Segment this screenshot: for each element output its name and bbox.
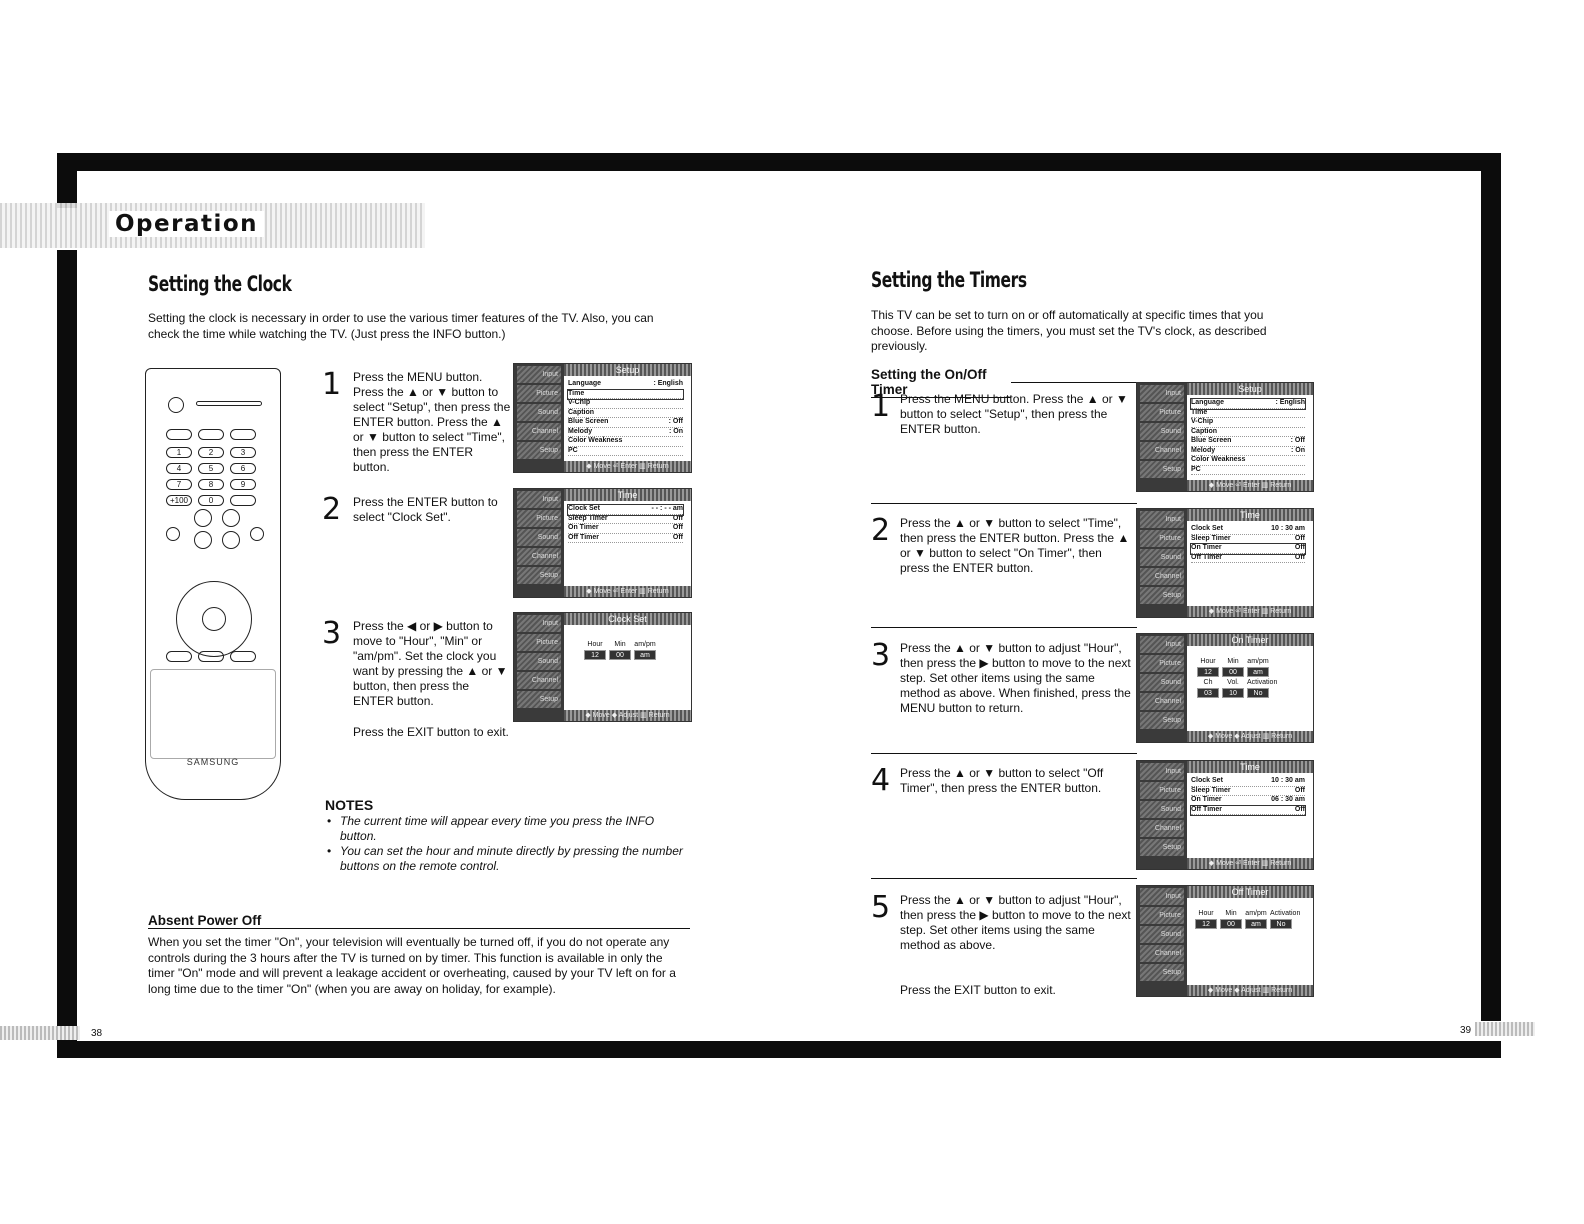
source-slider xyxy=(196,401,262,406)
section-title: Operation xyxy=(109,211,264,237)
step-number: 3 xyxy=(322,616,342,651)
tv-screen-on-timer: Input Picture Sound Channel Setup On Timer Hour Min am/pm 12 00 am Ch Vol. Activation 03 10 No ◆ Move ◆ Adjust ▥ Return xyxy=(1136,633,1314,743)
page-border-right xyxy=(1481,153,1501,1021)
step-number: 2 xyxy=(322,492,342,527)
page-title-timers: Setting the Timers xyxy=(871,268,1027,292)
step-number: 3 xyxy=(871,638,891,673)
step-text: Press the MENU button. Press the ▲ or ▼ button to select "Setup", then press the ENTER button. Press the ▲ or ▼ button to select "Time", then press the ENTER button. xyxy=(353,370,511,474)
step-text: Press the ▲ or ▼ button to adjust "Hour", then press the ▶ button to move to the next step. Set other items using the same method as above. xyxy=(900,893,1131,952)
page-border-top xyxy=(57,153,1501,171)
exit-text: Press the EXIT button to exit. xyxy=(353,725,509,739)
page-border-bottom xyxy=(57,1041,1501,1058)
exit-text: Press the EXIT button to exit. xyxy=(900,983,1056,997)
step-number: 1 xyxy=(871,389,891,424)
note-item: • The current time will appear every time you press the INFO button. xyxy=(325,814,685,844)
ch-down-icon xyxy=(222,531,240,549)
step-text: Press the ▲ or ▼ button to select "Off Timer", then press the ENTER button. xyxy=(900,766,1104,795)
step-text: Press the ▲ or ▼ button to select "Time", then press the ENTER button. Press the ▲ or ▼ button to select "On Timer", then press the ENTER button. xyxy=(900,516,1130,575)
step-number: 4 xyxy=(871,763,891,798)
page-number: 39 xyxy=(1460,1025,1472,1036)
page-border-left xyxy=(57,250,77,1058)
step-number: 5 xyxy=(871,890,891,925)
step-text: Press the ENTER button to select "Clock Set". xyxy=(353,495,498,524)
tv-screen-time-final: Input Picture Sound Channel Setup Time Clock Set 10 : 30 am Sleep Timer Off On Timer 06 : 30 am Off Timer Off ◆ Move ⏎ Enter ▥ Return xyxy=(1136,760,1314,870)
remote-brand: SAMSUNG xyxy=(186,757,240,767)
power-icon xyxy=(168,397,184,413)
step-number: 2 xyxy=(871,513,891,548)
page-border-left xyxy=(57,153,77,208)
ch-up-icon xyxy=(222,509,240,527)
tv-screen-time: Input Picture Sound Channel Setup Time Clock Set - - : - - am Sleep Timer Off On Timer Off Off Timer Off ◆ Move ⏎ Enter ▥ Return xyxy=(513,488,692,598)
vol-up-icon xyxy=(194,509,212,527)
page-number: 38 xyxy=(91,1028,103,1039)
tv-screen-time: Input Picture Sound Channel Setup Time Clock Set 10 : 30 am Sleep Timer Off On Timer Off Off Timer Off ◆ Move ⏎ Enter ▥ Return xyxy=(1136,508,1314,618)
vol-down-icon xyxy=(194,531,212,549)
step-number: 1 xyxy=(322,367,342,402)
remote-lower-panel xyxy=(150,669,276,759)
tv-screen-setup: Input Picture Sound Channel Setup Setup Language : English Time V-Chip Caption Blue Screen : Off Melody : On Color Weakness PC ◆ Move ⏎ Enter ▥ Return xyxy=(513,363,692,473)
step-text: Press the ◀ or ▶ button to move to "Hour", "Min" or "am/pm". Set the clock you want by pressing the ▲ or ▼ button, then press the ENTER button. xyxy=(353,619,508,708)
step-text: Press the ▲ or ▼ button to adjust "Hour", then press the ▶ button to move to the next step. Set other items using the same method as above. When finished, press the MENU button to return. xyxy=(900,641,1131,715)
tvvideo-icon xyxy=(250,527,264,541)
page-tab xyxy=(0,1026,80,1040)
step-text: Press the MENU button. Press the ▲ or ▼ button to select "Setup", then press the ENTER button. xyxy=(900,392,1128,436)
mute-icon xyxy=(166,527,180,541)
tv-screen-clockset: Input Picture Sound Channel Setup Clock Set Hour Min am/pm 12 00 am ◆ Move ◆ Adjust ▥ Return xyxy=(513,612,692,722)
timers-intro: This TV can be set to turn on or off automatically at specific times that you choose. Before using the timers, you must set the TV's clock, as described previously. xyxy=(871,308,1267,353)
tv-screen-off-timer: Input Picture Sound Channel Setup Off Timer Hour Min am/pm Activation 12 00 am No ◆ Move ◆ Adjust ▥ Return xyxy=(1136,885,1314,997)
notes-list xyxy=(325,814,685,874)
tv-screen-setup: Input Picture Sound Channel Setup Setup Language : English Time V-Chip Caption Blue Screen : Off Melody : On Color Weakness PC ◆ Move ⏎ Enter ▥ Return xyxy=(1136,382,1314,492)
page-title-clock: Setting the Clock xyxy=(148,272,292,296)
notes-heading: NOTES xyxy=(325,797,374,813)
remote-control-illustration: 1 2 3 4 5 6 7 8 9 +100 0 SAMSUNG xyxy=(145,368,281,800)
page-tab xyxy=(1475,1022,1535,1036)
clock-intro: Setting the clock is necessary in order to use the various timer features of the TV. Also, you can check the time while watching the TV. (Just press the INFO button.) xyxy=(148,311,654,341)
onoff-heading: Setting the On/Off Timer xyxy=(871,367,1011,398)
absent-heading: Absent Power Off xyxy=(148,913,690,929)
note-item: • You can set the hour and minute directly by pressing the number buttons on the remote control. xyxy=(325,844,685,874)
enter-button-icon xyxy=(202,607,226,631)
absent-text: When you set the timer "On", your television will eventually be turned off, if you do not operate any controls during the 3 hours after the TV is turned on by timer. This function is available in only the timer "On" mode and will prevent a leakage accident or overheating, caused by your TV left on for a long time due to the timer "On" (when you are away on holiday, for example). xyxy=(148,935,676,996)
